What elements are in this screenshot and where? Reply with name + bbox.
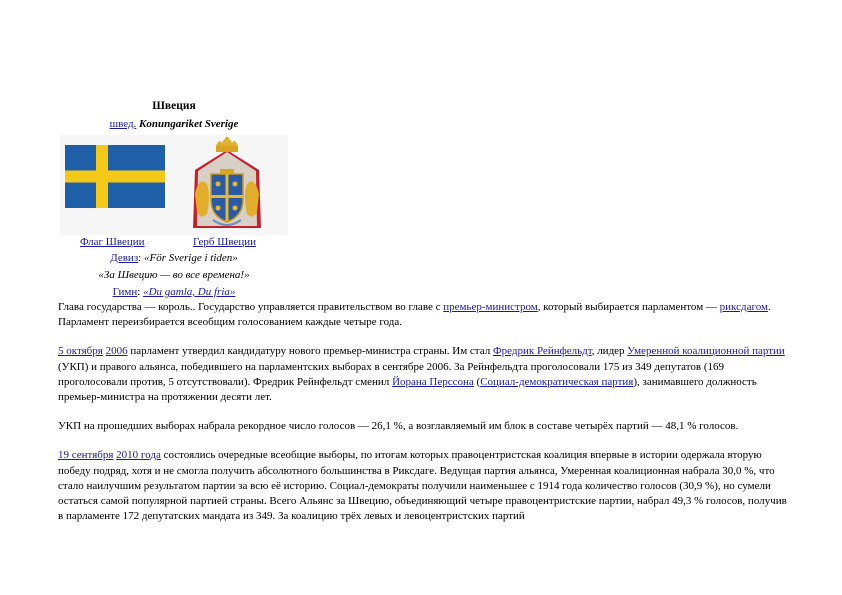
article-paragraph xyxy=(58,300,788,330)
article-text: ), занимавшего должность премьер-министра на протяжении десяти лет. xyxy=(58,375,757,404)
infobox xyxy=(60,99,288,301)
article-link[interactable]: риксдагом xyxy=(719,301,768,313)
lang-link[interactable]: швед. xyxy=(109,118,137,130)
infobox-images xyxy=(60,135,288,235)
article-paragraph xyxy=(58,419,788,434)
article-link[interactable]: 2010 года xyxy=(116,449,161,462)
anthem xyxy=(60,284,288,301)
article-body xyxy=(58,300,788,538)
coa-caption-link[interactable]: Герб Швеции xyxy=(193,236,257,248)
article-paragraph xyxy=(58,448,788,524)
article-link[interactable]: 5 октября xyxy=(58,345,103,358)
article-text: Глава государства — король.. Государство управляется правительством во главе с xyxy=(58,301,444,313)
article-text: , лидер xyxy=(591,345,628,358)
article-text: ( xyxy=(473,375,481,388)
article-text: , который выбирается парламентом — xyxy=(537,301,720,313)
article-link[interactable]: Умеренной коалиционной партии xyxy=(627,345,785,358)
article-text: УКП на прошедших выборах набрала рекордное число голосов — 26,1 %, а возглавляемый им блок в составе четырёх партий — 48,1 % голосов. xyxy=(58,420,739,433)
motto xyxy=(60,250,288,267)
article-link[interactable]: 19 сентября xyxy=(58,449,114,462)
article-text: (УКП) и правого альянса, победившего на парламентских выборах в сентябре 2006. За Рейнфельдта проголосовали 175 из 349 депутатов (169 проголосовали против, 5 отсутствовали). Фредрик Рейнфельдт сменил xyxy=(58,360,725,388)
article-text: . Парламент переизбирается всеобщим голосованием каждые четыре года. xyxy=(58,301,771,329)
motto-sep: : xyxy=(138,252,142,264)
anthem-link[interactable]: Гимн xyxy=(112,286,138,298)
native-name: Konungariket Sverige xyxy=(139,118,239,130)
infobox-subtitle xyxy=(60,117,288,132)
article-text: парламент утвердил кандидатуру нового премьер-министра страны. Им стал xyxy=(127,345,493,358)
article-link[interactable]: Йорана Персcона xyxy=(392,375,474,388)
infobox-title: Швеция xyxy=(152,100,196,112)
swedish-coat-of-arms-image[interactable] xyxy=(189,136,265,234)
article-link[interactable]: премьер-министром xyxy=(443,301,538,313)
anthem-name-link[interactable]: «Du gamla, Du fria» xyxy=(143,286,236,298)
motto-link[interactable]: Девиз xyxy=(110,252,139,264)
article-link[interactable]: Фредрик Рейнфельдт xyxy=(492,345,592,358)
swedish-flag-image[interactable] xyxy=(65,145,165,208)
anthem-sep: : xyxy=(137,286,141,298)
motto-translation: «За Швецию — во все времена!» xyxy=(98,269,250,281)
article-text: состоялись очередные всеобщие выборы, по итогам которых правоцентристская коалиция впервые в истории одержала вторую победу подряд, хотя и не смогла получить абсолютного большинства в Риксдаге. Ведущая партия альянса, Умеренная коалиционная набрала 30,0 %, что стало наилучшим результатом партии за всю её историю. Социал-демократы получили наименьшее с 1914 года количество голосов (30,9 %), но сумели остаться самой популярной партией страны. Всего Альянс за Швецию, объединяющий четыре правоцентристские партии, набрал 49,3 % голосов, получив в парламенте 172 депутатских мандата из 349. За коалицию трёх левых и левоцентристских партий xyxy=(58,449,787,523)
flag-caption-link[interactable]: Флаг Швеции xyxy=(80,236,145,248)
image-captions xyxy=(60,235,288,249)
article-link[interactable]: Социал-демократическая партия xyxy=(480,375,634,388)
article-paragraph xyxy=(58,344,788,405)
motto-text: «För Sverige i tiden» xyxy=(143,252,238,264)
article-link[interactable]: 2006 xyxy=(105,345,128,358)
